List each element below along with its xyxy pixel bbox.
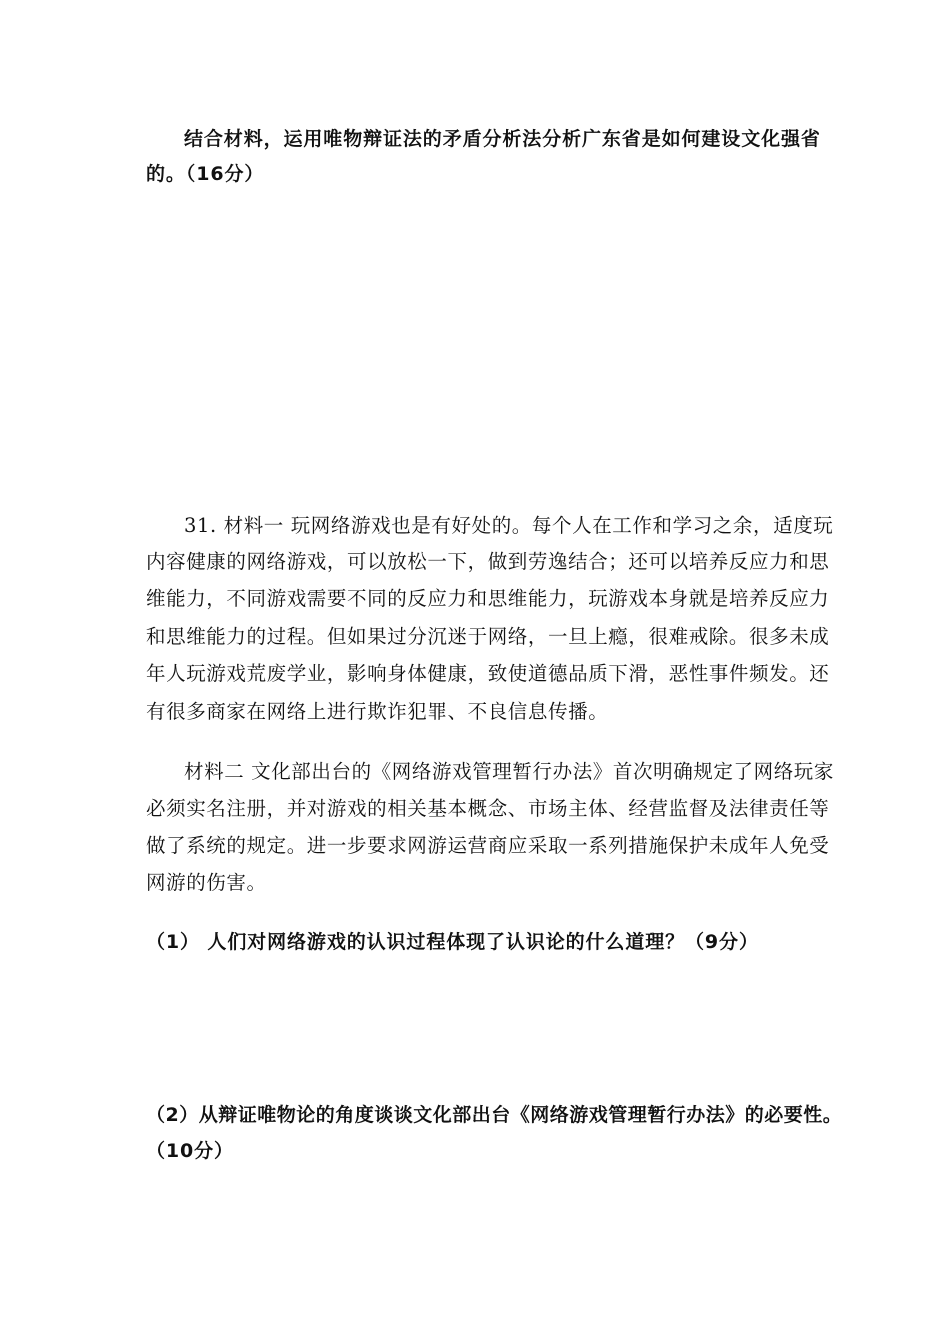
q31-material1-line-1: 31. 材料一 玩网络游戏也是有好处的。每个人在工作和学习之余，适度玩 xyxy=(184,514,834,537)
q31-material2-line-2: 必须实名注册，并对游戏的相关基本概念、市场主体、经营监督及法律责任等 xyxy=(146,797,830,820)
q31-material1-line-6: 有很多商家在网络上进行欺诈犯罪、不良信息传播。 xyxy=(146,700,609,723)
q31-material2-line-4: 网游的伤害。 xyxy=(146,871,267,894)
q31-material1-line-4: 和思维能力的过程。但如果过分沉迷于网络，一旦上瘾，很难戒除。很多未成 xyxy=(146,625,830,648)
q31-sub1-prompt: （1） 人们对网络游戏的认识过程体现了认识论的什么道理？（9分） xyxy=(146,931,759,953)
q31-material2-line-3: 做了系统的规定。进一步要求网游运营商应采取一系列措施保护未成年人免受 xyxy=(146,834,830,857)
q30-prompt-line-2: 的。（16分） xyxy=(146,163,265,185)
q31-material1-line-5: 年人玩游戏荒废学业，影响身体健康，致使道德品质下滑，恶性事件频发。还 xyxy=(146,662,830,685)
q31-material1-line-2: 内容健康的网络游戏，可以放松一下，做到劳逸结合；还可以培养反应力和思 xyxy=(146,550,830,573)
q30-prompt-line-1: 结合材料，运用唯物辩证法的矛盾分析法分析广东省是如何建设文化强省 xyxy=(184,128,821,150)
q31-material1-line-3: 维能力，不同游戏需要不同的反应力和思维能力，玩游戏本身就是培养反应力 xyxy=(146,587,830,610)
q31-material2-line-1: 材料二 文化部出台的《网络游戏管理暂行办法》首次明确规定了网络玩家 xyxy=(184,760,834,783)
q31-sub2-prompt-line-1: （2）从辩证唯物论的角度谈谈文化部出台《网络游戏管理暂行办法》的必要性。 xyxy=(146,1104,843,1126)
q31-sub2-prompt-line-2: （10分） xyxy=(146,1140,234,1162)
